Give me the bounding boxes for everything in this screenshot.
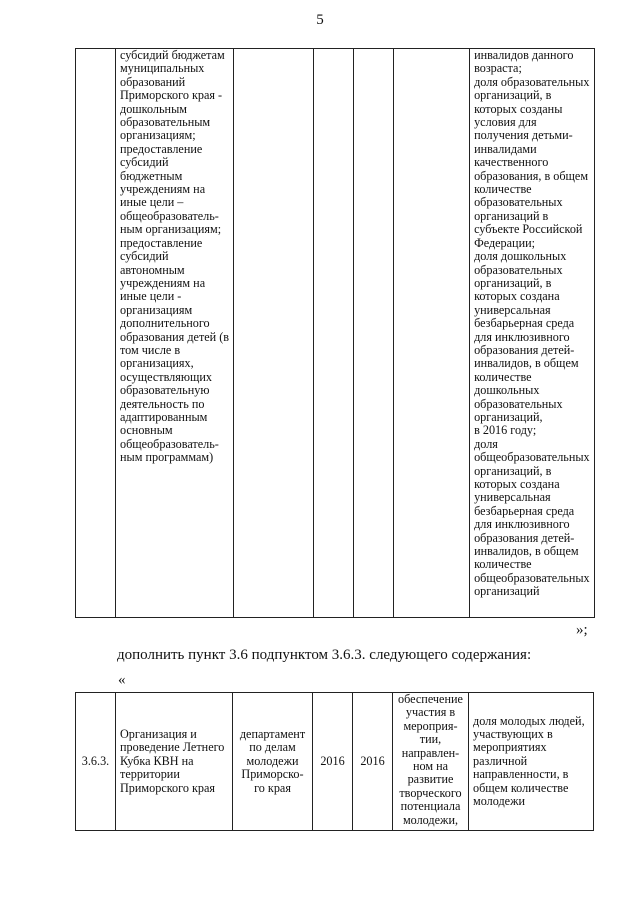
text-line: иные цели – — [120, 195, 184, 210]
text-line: муниципальных — [120, 61, 205, 76]
text-line: инвалидов, в общем — [474, 356, 579, 371]
text-line: образовательных — [474, 396, 563, 411]
text-line: учреждениям на — [120, 182, 206, 197]
text-line: получения детьми- — [474, 128, 573, 143]
text-line: субъекте Российской — [474, 222, 583, 237]
text-line: мероприя- — [403, 718, 458, 733]
text-line: дополнительного — [120, 316, 210, 331]
program-table-new-item — [75, 692, 594, 831]
cell-number: 3.6.3. — [76, 693, 116, 831]
text-line: участвующих в — [473, 726, 553, 741]
table-row — [76, 693, 594, 831]
text-line: универсальная — [474, 490, 551, 505]
cell-event-name — [116, 693, 233, 831]
text-line: инвалидами — [474, 141, 537, 156]
text-line: которых создана — [474, 477, 560, 491]
text-line: направлен- — [401, 745, 460, 760]
text-line: образовательных — [474, 262, 563, 277]
text-line: тии, — [419, 732, 442, 747]
text-line: организаций в — [474, 208, 549, 223]
text-line: безбарьерная среда — [474, 503, 575, 518]
text-line: адаптированным — [120, 409, 208, 424]
text-line: количестве — [474, 182, 532, 197]
text-line: образований — [120, 74, 186, 89]
text-line: предоставление — [120, 235, 203, 250]
cell-executor — [234, 49, 314, 618]
cell-indicators — [470, 49, 595, 618]
text-line: которых создана — [474, 289, 560, 304]
text-line: творческого — [399, 785, 462, 800]
table-row — [76, 49, 595, 618]
text-line: общеобразовательных — [474, 450, 590, 465]
text-line: ным организациям; — [120, 222, 222, 237]
text-line: деятельность по — [120, 396, 205, 411]
cell-result — [394, 49, 470, 618]
text-line: образования детей (в — [120, 329, 230, 344]
text-line: количестве — [474, 369, 532, 384]
text-line: доля образовательных — [474, 74, 590, 89]
text-line: условия для — [474, 115, 537, 130]
text-line: инвалидов, в общем — [474, 544, 579, 559]
text-line: молодежи — [473, 794, 526, 809]
text-line: мероприятиях — [473, 740, 547, 755]
text-line: безбарьерная среда — [474, 316, 575, 331]
closing-quote: »; — [576, 622, 588, 638]
text-line: инвалидов данного — [474, 48, 574, 62]
text-line: учреждениям на — [120, 275, 206, 290]
text-line: образовательных — [474, 195, 563, 210]
text-line: направленности, в — [473, 767, 569, 782]
text-line: в 2016 году; — [474, 423, 537, 438]
text-line: иные цели - — [120, 289, 182, 304]
text-line: количестве — [474, 557, 532, 572]
cell-executor — [233, 693, 313, 831]
text-line: которых созданы — [474, 101, 563, 116]
text-line: осуществляющих — [120, 369, 212, 384]
text-line: субсидий — [120, 155, 169, 170]
text-line: ным программам) — [120, 450, 214, 465]
text-line: субсидий бюджетам — [120, 48, 225, 62]
text-line: участия в — [405, 705, 456, 720]
text-line: для инклюзивного — [474, 517, 570, 532]
opening-quote: « — [118, 672, 126, 688]
text-line: автономным — [120, 262, 185, 277]
text-line: Федерации; — [474, 235, 536, 250]
cell-event-description — [116, 49, 234, 618]
text-line: молодежи — [246, 753, 299, 768]
text-line: организаций — [474, 584, 540, 599]
text-line: предоставление — [120, 141, 203, 156]
text-line: департамент — [239, 726, 306, 741]
cell-indicators — [469, 693, 594, 831]
text-line: основным — [120, 423, 173, 438]
text-line: образовательную — [120, 383, 210, 398]
text-line: Организация и — [120, 726, 197, 741]
text-line: проведение Летнего — [120, 740, 225, 755]
text-line: обеспечение — [398, 692, 463, 706]
text-line: территории — [120, 767, 180, 782]
text-line: организаций, — [474, 409, 543, 424]
text-line: доля молодых людей, — [473, 713, 585, 728]
text-line: развитие — [407, 772, 454, 787]
text-line: молодежи, — [402, 812, 459, 827]
text-line: организаций, в — [474, 275, 552, 290]
text-line: доля — [474, 436, 498, 451]
text-line: бюджетным — [120, 168, 183, 183]
text-line: качественного — [474, 155, 549, 170]
cell-result — [393, 693, 469, 831]
text-line: дошкольных — [474, 383, 540, 398]
page-number: 5 — [316, 12, 324, 28]
text-line: организаций, в — [474, 88, 552, 103]
text-line: Приморско- — [241, 767, 304, 782]
text-line: образования, в общем — [474, 168, 589, 183]
cell-start-year: 2016 — [313, 693, 353, 831]
cell-end-year — [354, 49, 394, 618]
text-line: Приморского края — [120, 780, 215, 795]
text-line: общем количестве — [473, 780, 569, 795]
text-line: организациях, — [120, 356, 194, 371]
text-line: универсальная — [474, 302, 551, 317]
text-line: потенциала — [400, 799, 461, 814]
text-line: том числе в — [120, 342, 181, 357]
cell-number — [76, 49, 116, 618]
text-line: Приморского края - — [120, 88, 223, 103]
program-table-continuation — [75, 48, 595, 618]
text-line: доля дошкольных — [474, 249, 567, 264]
cell-start-year — [314, 49, 354, 618]
text-line: образовательным — [120, 115, 211, 130]
text-line: возраста; — [474, 61, 522, 76]
text-line: дошкольным — [120, 101, 187, 116]
text-line: для инклюзивного — [474, 329, 570, 344]
text-line: организациям — [120, 302, 193, 317]
text-line: организациям; — [120, 128, 196, 143]
text-line: ном на — [412, 759, 449, 774]
text-line: образования детей- — [474, 342, 575, 357]
text-line: Кубка КВН на — [120, 753, 194, 768]
text-line: общеобразователь- — [120, 436, 219, 451]
text-line: организаций, в — [474, 463, 552, 478]
amendment-paragraph: дополнить пункт 3.6 подпунктом 3.6.3. следующего содержания: — [117, 647, 532, 663]
text-line: субсидий — [120, 249, 169, 264]
text-line: по делам — [249, 740, 296, 755]
text-line: го края — [254, 780, 291, 795]
text-line: различной — [473, 753, 528, 768]
text-line: образования детей- — [474, 530, 575, 545]
text-line: общеобразователь- — [120, 208, 219, 223]
text-line: общеобразовательных — [474, 570, 590, 585]
cell-end-year: 2016 — [353, 693, 393, 831]
